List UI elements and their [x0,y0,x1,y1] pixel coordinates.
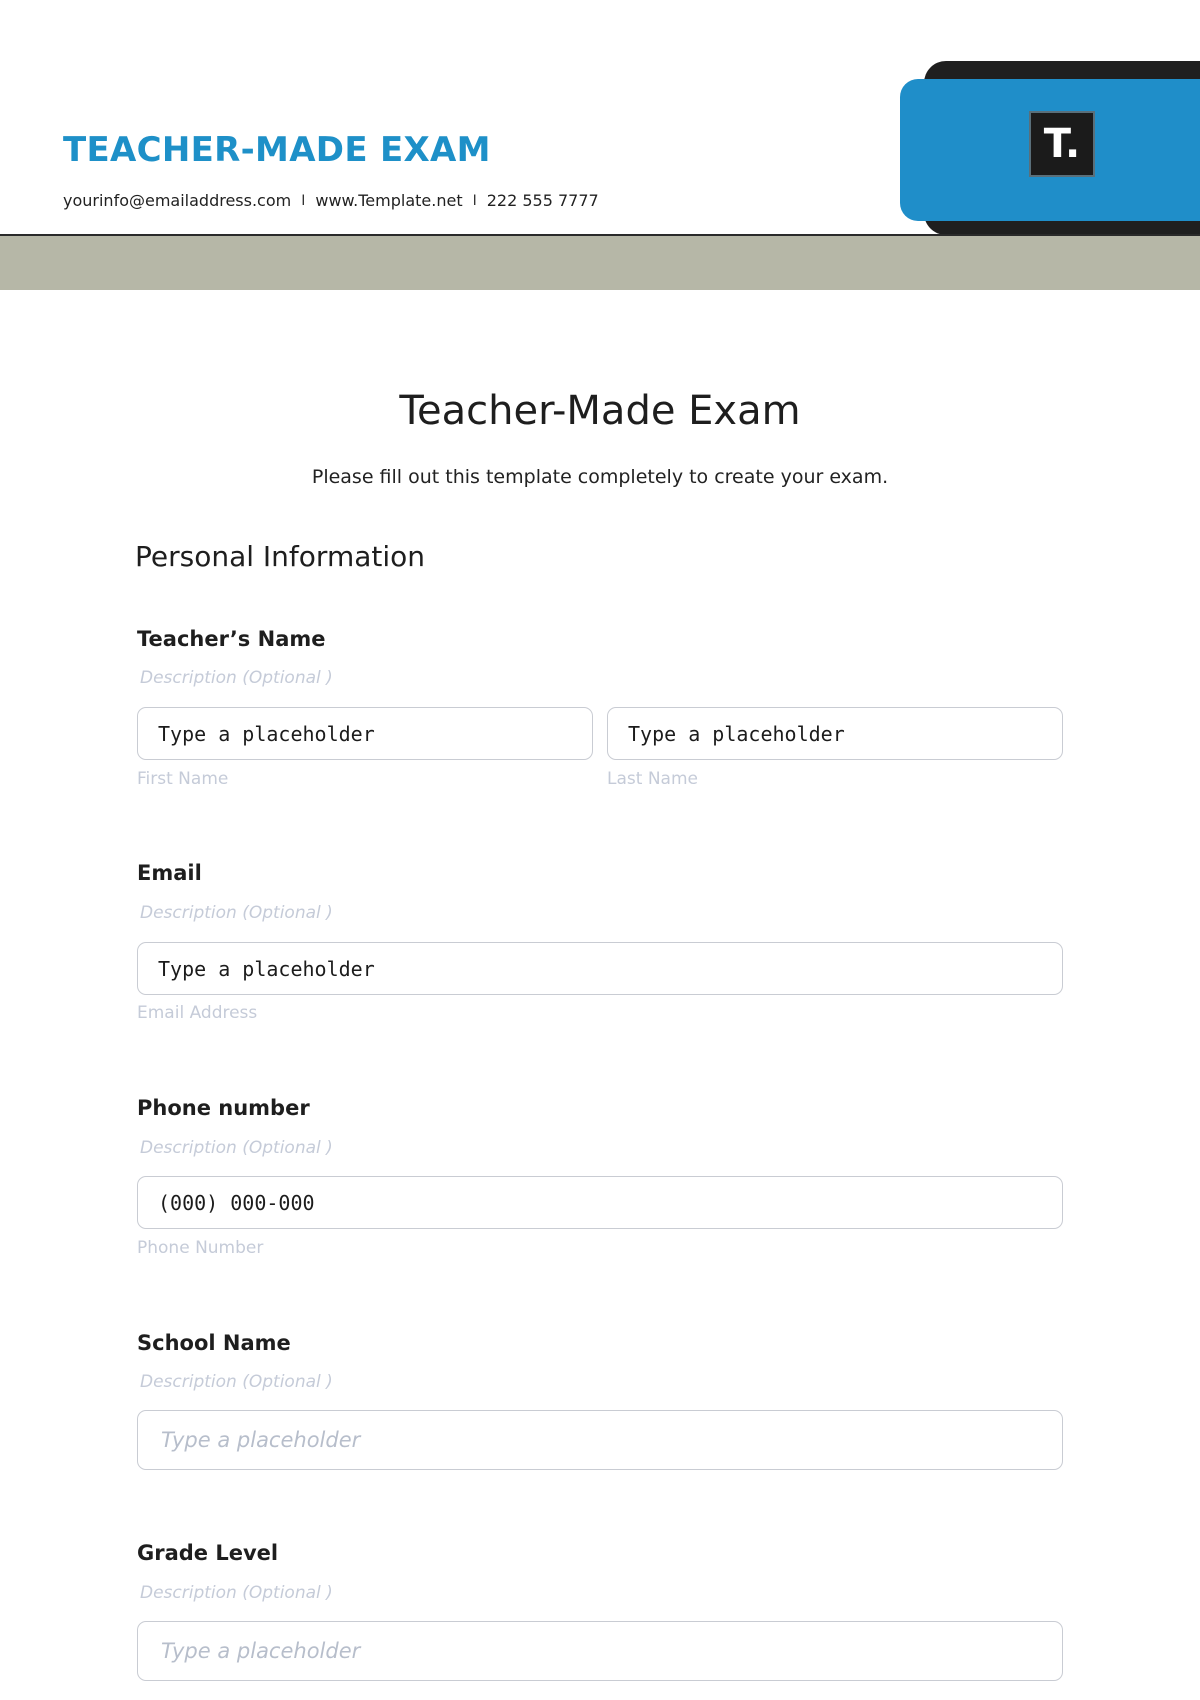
school-name-input[interactable]: Type a placeholder [137,1410,1063,1470]
contact-separator: I [301,192,306,209]
contact-phone: 222 555 7777 [486,191,599,210]
template-logo-icon: T. [1029,111,1095,177]
email-input[interactable]: Type a placeholder [137,942,1063,995]
field-label-email: Email [137,861,202,885]
contact-separator: I [472,192,477,209]
contact-email: yourinfo@emailaddress.com [63,191,292,210]
page-title: Teacher-Made Exam [399,388,801,434]
first-name-input[interactable]: Type a placeholder [137,707,593,760]
field-description: Description (Optional ) [140,1372,333,1392]
header-band [0,236,1200,290]
last-name-input[interactable]: Type a placeholder [607,707,1063,760]
page-subtitle: Please fill out this template completely to create your exam. [311,466,889,488]
field-label-phone: Phone number [137,1096,310,1120]
brand-title: TEACHER-MADE EXAM [63,130,491,170]
field-label-grade-level: Grade Level [137,1541,279,1565]
field-description: Description (Optional ) [140,903,333,923]
contact-line [63,191,599,210]
page-header [0,0,1200,292]
field-description: Description (Optional ) [140,1583,333,1603]
grade-level-input[interactable]: Type a placeholder [137,1621,1063,1681]
field-label-school-name: School Name [137,1331,291,1355]
field-description: Description (Optional ) [140,668,333,688]
contact-website: www.Template.net [315,191,463,210]
first-name-sublabel: First Name [137,769,229,789]
phone-input[interactable]: (000) 000-000 [137,1176,1063,1229]
field-description: Description (Optional ) [140,1138,333,1158]
field-label-teacher-name: Teacher’s Name [137,627,326,651]
last-name-sublabel: Last Name [607,769,698,789]
phone-sublabel: Phone Number [137,1238,264,1258]
section-title-personal-information: Personal Information [135,540,426,573]
email-sublabel: Email Address [137,1003,258,1023]
